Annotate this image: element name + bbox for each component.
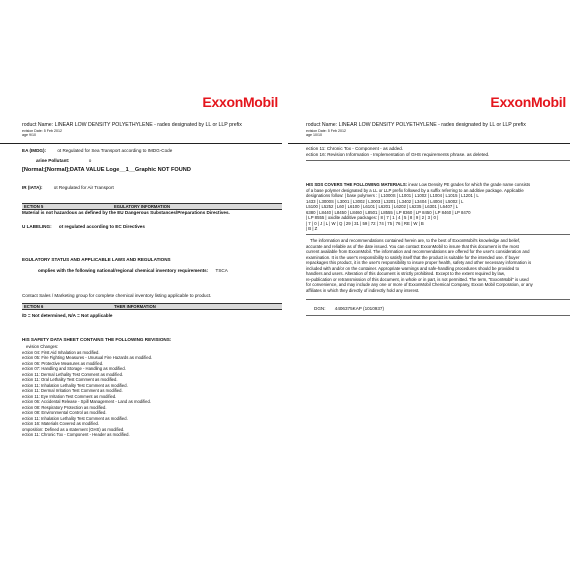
header-rule xyxy=(288,143,570,144)
list-item: omposition: Defined as a statement (GHS) as modified. xyxy=(22,426,125,432)
dgn-line xyxy=(314,306,570,312)
regulatory-heading: EGULATORY STATUS AND APPLICABLE LAWS AND REGULATIONS xyxy=(22,257,171,262)
section-16-number: ECTION 6 xyxy=(24,304,44,309)
covers-line: 1433 | L3000S | L3001 | L3002 | L3003 | L3201 | L3402 | L3404 | L4004 | L5002 | L xyxy=(306,198,464,204)
air-transport xyxy=(22,185,282,191)
list-item: ection 08: Environmental Control as modified. xyxy=(22,410,107,415)
air-text: ot Regulated for Air Transport xyxy=(53,185,114,190)
list-item: ection 11: Eye Irritation Test Comment as modified. xyxy=(22,393,117,399)
section-15-title: EGULATORY INFORMATION xyxy=(114,204,171,209)
page-header xyxy=(0,122,282,137)
disclaimer-line: for convenience, and may include any one or more of ExxonMobil Chemical Company, Exxon Mobil Corporation, or any xyxy=(306,282,533,288)
disclaimer xyxy=(306,238,570,293)
sea-label: EA (IMDG): xyxy=(22,148,47,153)
covers-line: of a base polymer designated by a LL or LLP prefix followed by a suffix referring to an additive package. Applicable xyxy=(306,187,524,193)
list-item: ection 11: Inhalation Lethality Test Comment as modified. xyxy=(22,415,128,421)
list-item: ection 11: Oral Lethality Test Comment as modified. xyxy=(22,377,118,382)
page-number: age 9/10 xyxy=(22,132,36,137)
disclaimer-line: examination. It is the user's responsibility to satisfy itself that the product is suitable for the intended use. If buyer xyxy=(306,254,520,260)
revision-date-line: evision Date: 5 Feb 2012 xyxy=(306,128,346,133)
disclaimer-line: repackages this product, it is the user's responsibility to insure proper health, safety and other necessary information is xyxy=(306,260,532,266)
inventory-line xyxy=(38,268,282,274)
product-name-line: roduct Name: LINEAR LOW DENSITY POLYETHYLENE - rades designated by LL or LLP prefix xyxy=(306,122,526,128)
list-item: ection 06: Protective Measures as modified. xyxy=(22,360,104,366)
disclaimer-line: included with and/or on the container. Appropriate warnings and safe-handling procedures should be provided to xyxy=(306,265,520,271)
inventory-value: TSCA xyxy=(215,268,228,273)
dgn-value: 4406375KAP (1010937) xyxy=(334,306,384,311)
covers-line: L5100 | L5252 | L60 | L6100 | L6101 | L6201 | L6202 | L6235 | L6301 | L6407 | L xyxy=(306,204,459,210)
list-item: evision Changes: xyxy=(26,344,59,349)
list-item: ection 11: Dermal Irritation Test Comment as modified. xyxy=(22,388,123,393)
list-item: ection 06: Accidental Release - Spill Management - Land as modified. xyxy=(22,399,151,404)
labeling-label: U LABELING: xyxy=(22,224,52,229)
eu-hazard-text: Material is not hazardous as defined by the EU Dangerous Substances/Preparations Directives. xyxy=(22,210,230,215)
list-item: ection 07: Handling and Storage - Handling as modified. xyxy=(22,366,126,371)
sea-text: ot Regulated for Sea Transport according to IMDG-Code xyxy=(57,148,173,153)
product-name-line: roduct Name: LINEAR LOW DENSITY POLYETHYLENE - rades designated by LL or LLP prefix xyxy=(22,122,242,128)
list-item: ection 11: Inhalation Lethality Test Comment as modified. xyxy=(22,382,128,388)
list-item: ection 11: Chronic Tox - Component - Header as modified. xyxy=(22,432,130,437)
sds-page-9 xyxy=(0,94,282,440)
marine-label: arine Pollutant: xyxy=(36,158,70,163)
labeling-text: ot regulated according to EC Directives xyxy=(58,224,145,229)
list-item: ection 04: First Aid Inhalation as modified. xyxy=(22,349,100,355)
covers-line: 6380 | L8440 | L8450 | L8460 | L8501 | L8555 | LP 8360 | LP 8450 | LP 8460 | LP 8470 xyxy=(306,209,471,215)
section-15-number: ECTION 5 xyxy=(24,204,44,209)
revisions-heading: HIS SAFETY DATA SHEET CONTAINS THE FOLLOWING REVISIONS: xyxy=(22,337,172,342)
list-item: ection 08: Respiratory Protection as modified. xyxy=(22,404,107,410)
nd-na-legend: /D = Not determined, N/A = Not applicable xyxy=(22,313,113,318)
section-16-title: THER INFORMATION xyxy=(114,304,156,309)
sds-page-10 xyxy=(288,94,570,320)
marine-pollutant xyxy=(36,158,282,164)
covers-line-0: inear Low Density PE grades for which the grade name consists xyxy=(408,182,531,187)
marine-value: o xyxy=(88,158,92,163)
section-16-bar xyxy=(22,303,282,310)
page-header xyxy=(288,122,570,137)
divider xyxy=(306,315,570,316)
divider xyxy=(306,160,570,161)
disclaimer-line: re-publication or retransmission of this document, in whole or in part, is not permitted. The term, "ExxonMobil" is used xyxy=(306,276,529,282)
revision-added-line: ection 11: Chronic Tox - Component - as added. xyxy=(306,146,404,151)
normal-graphic-line: [Normal;[Normal];DATA VALUE Loge__1__Graphic NOT FOUND xyxy=(22,167,191,173)
disclaimer-line: The information and recommendations contained herein are, to the best of ExxonMobil's knowledge and belief, xyxy=(310,238,521,243)
sea-transport xyxy=(22,148,282,154)
revision-deleted-line: ection 16: Revision Information - Implementation of GHS requirements phrase. as deleted. xyxy=(306,152,490,157)
materials-covered xyxy=(306,182,570,232)
list-item: ection 05: Fire Fighting Measures - Unusual Fire Hazards as modified. xyxy=(22,355,153,360)
contact-text: Contact Sales / Marketing group for complete chemical inventory listing applicable to product. xyxy=(22,293,212,298)
disclaimer-line: current available from ExxonMobil. The information and recommendations are offered for the user's consideration and xyxy=(306,249,530,255)
covers-heading: HIS SDS COVERS THE FOLLOWING MATERIALS: xyxy=(306,182,408,187)
revision-date-line: evision Date: 5 Feb 2012 xyxy=(22,128,62,133)
list-item: ection 11: Dermal Lethality Test Comment as modified. xyxy=(22,371,124,377)
exxonmobil-logo: ExxonMobil xyxy=(490,94,566,110)
eu-labeling xyxy=(22,224,282,230)
list-item: ection 16: Materials Covered as modified. xyxy=(22,421,100,426)
dgn-label: DGN: xyxy=(314,306,326,311)
divider xyxy=(306,234,570,235)
page-number: age 10/10 xyxy=(306,132,322,137)
covers-line: | LP 8555 | oxidite additive packages: | 8 | 7 | 1 | 4 | 5 | 8 | 9 | 2 | 3 | 0 | xyxy=(306,215,439,221)
disclaimer-line: accurate and reliable as of the date issued. You can contact ExxonMobil to insure that this document is the most xyxy=(306,243,519,249)
disclaimer-line: affiliates in which they directly of indirectly hold any interest. xyxy=(306,287,420,293)
covers-line: | 7 | 0 | J | L | W | Q | 29 | 31 | 59 | 72 | 74 | 75 | 76 | RE | W | B xyxy=(306,220,424,226)
divider xyxy=(306,299,570,300)
inventory-text: omplies with the following national/regional chemical inventory requirements: xyxy=(38,268,209,273)
covers-line: | B | Z xyxy=(306,226,318,232)
disclaimer-line: handlers and users. Alteration of this document is strictly prohibited. Except to the extent required by law, xyxy=(306,271,505,277)
air-label: IR (IATA): xyxy=(22,185,43,190)
exxonmobil-logo: ExxonMobil xyxy=(202,94,278,110)
header-rule xyxy=(0,143,282,144)
revisions-list xyxy=(22,344,282,438)
covers-line: designations follow: | base polymers : | L1000S | L1001 | L1002 | L1004 | L1015 | L1201 | L xyxy=(306,193,479,199)
